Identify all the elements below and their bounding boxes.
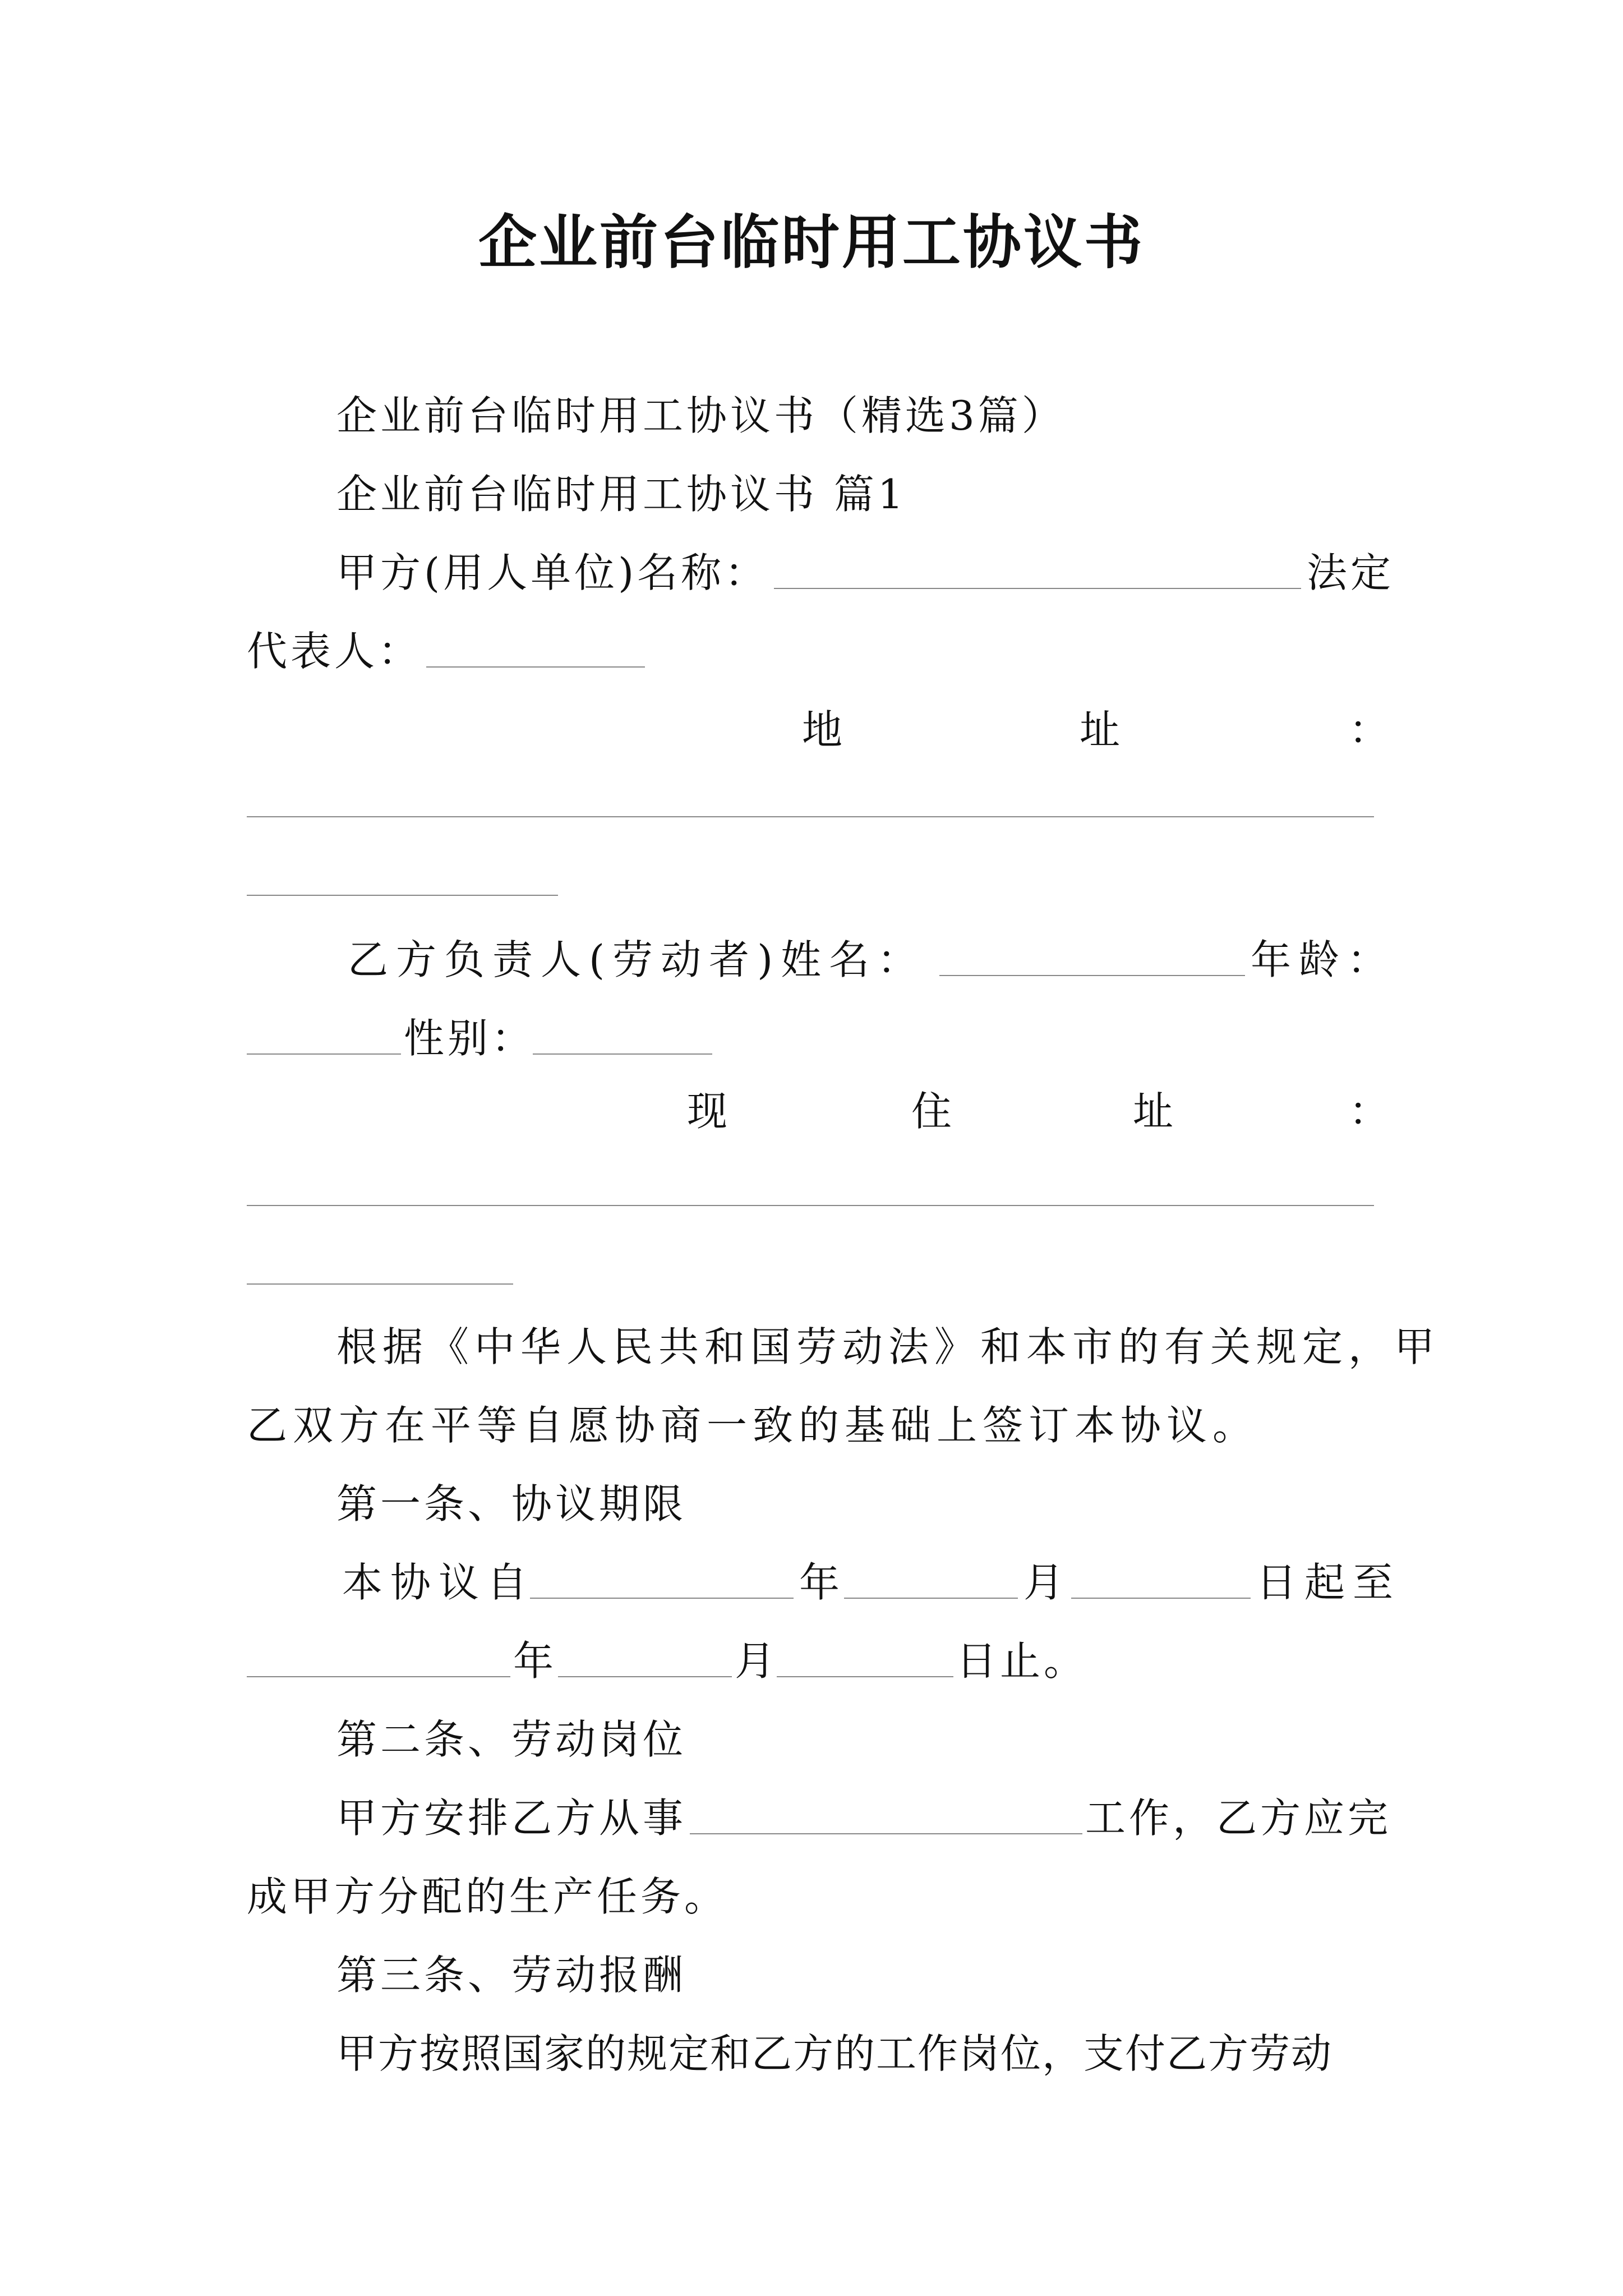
gender-label: 性别： xyxy=(404,1015,536,1062)
party-b-name-blank xyxy=(939,975,1245,976)
legal-rep-suffix: 法定 xyxy=(1307,549,1395,596)
article-2-line-1-b: 工作，乙方应完 xyxy=(1085,1795,1392,1842)
legal-rep-blank xyxy=(426,666,645,668)
address-char-1: 地 xyxy=(802,706,843,753)
term-from-month-label: 月 xyxy=(1023,1559,1068,1606)
address-colon: ： xyxy=(1349,706,1390,753)
article-2-line-2: 成甲方分配的生产任务。 xyxy=(247,1873,728,1920)
article-2-line-1-a: 甲方安排乙方从事 xyxy=(336,1795,687,1842)
part-heading: 企业前台临时用工协议书 篇1 xyxy=(336,471,907,518)
intro-line-1: 根据《中华人民共和国劳动法》和本市的有关规定，甲 xyxy=(336,1323,1441,1370)
term-from-year-label: 年 xyxy=(799,1559,843,1606)
term-from-month-blank xyxy=(844,1598,1018,1599)
article-1-title: 第一条、协议期限 xyxy=(336,1480,687,1527)
term-from-day-label: 日起至 xyxy=(1256,1559,1401,1606)
party-a-name-blank xyxy=(774,588,1301,589)
address-char-2: 址 xyxy=(1080,706,1121,753)
current-address-blank-1 xyxy=(247,1205,1374,1206)
term-to-year-blank xyxy=(247,1676,510,1677)
current-address-colon: ： xyxy=(1349,1088,1390,1135)
term-from-year-blank xyxy=(530,1598,794,1599)
party-a-name-label: 甲方(用人单位)名称： xyxy=(336,549,769,596)
age-blank xyxy=(247,1053,401,1055)
intro-line-2: 乙双方在平等自愿协商一致的基础上签订本协议。 xyxy=(247,1402,1259,1449)
document-subtitle: 企业前台临时用工协议书（精选3篇） xyxy=(336,392,1066,439)
current-address-char-2: 住 xyxy=(911,1088,952,1135)
gender-blank xyxy=(533,1053,712,1055)
document-title: 企业前台临时用工协议书 xyxy=(478,208,1145,277)
term-from-label: 本协议自 xyxy=(342,1559,536,1606)
term-from-day-blank xyxy=(1071,1598,1251,1599)
legal-rep-label: 代表人： xyxy=(247,628,422,675)
term-to-year-label: 年 xyxy=(513,1637,557,1685)
term-to-month-label: 月 xyxy=(735,1637,779,1685)
address-blank-1 xyxy=(247,816,1374,817)
current-address-blank-2 xyxy=(247,1283,513,1285)
job-position-blank xyxy=(690,1833,1082,1834)
current-address-char-1: 现 xyxy=(687,1088,728,1135)
term-to-day-label: 日止。 xyxy=(956,1637,1088,1685)
article-2-title: 第二条、劳动岗位 xyxy=(336,1716,687,1763)
party-b-name-label: 乙方负责人(劳动者)姓名： xyxy=(348,936,926,983)
age-label: 年龄： xyxy=(1251,936,1396,983)
article-3-title: 第三条、劳动报酬 xyxy=(336,1952,687,1999)
address-blank-2 xyxy=(247,895,558,896)
current-address-char-3: 址 xyxy=(1133,1088,1174,1135)
article-3-line-1: 甲方按照国家的规定和乙方的工作岗位，支付乙方劳动 xyxy=(336,2030,1333,2077)
term-to-month-blank xyxy=(558,1676,732,1677)
term-to-day-blank xyxy=(777,1676,953,1677)
